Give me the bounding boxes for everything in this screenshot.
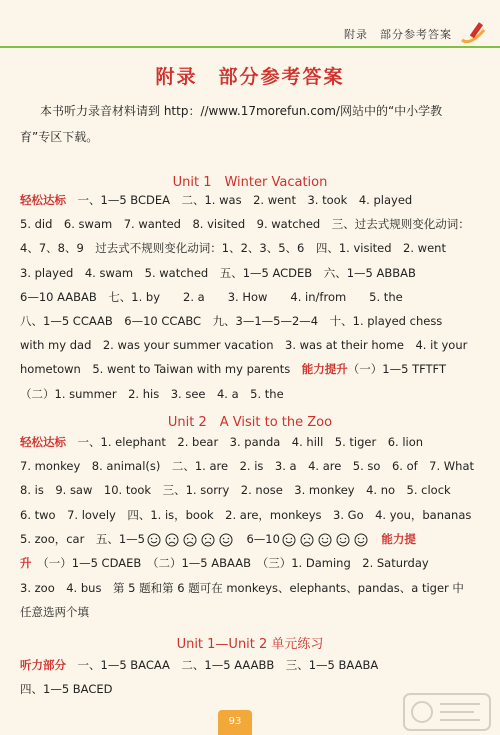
unit1-line: 八、1—5 CCAAB 6—10 CCABC 九、3—1—5—2—4 十、1. played chess (20, 314, 443, 329)
unit2-line: 7. monkey 8. animal(s) 二、1. are 2. is 3. a 4. are 5. so 6. of 7. What (20, 459, 475, 474)
smiley-face-icon (336, 533, 350, 547)
unit2-line: 一、1. elephant 2. bear 3. panda 4. hill 5. tiger 6. lion (66, 435, 424, 449)
review-line: 一、1—5 BACAA 二、1—5 AAABB 三、1—5 BAABA (66, 658, 379, 672)
unit1-line: （二）1. summer 2. his 3. see 4. a 5. the (20, 386, 284, 401)
pencil-swoosh-icon (460, 20, 488, 46)
unit2-line: （一）1—5 CDAEB （二）1—5 ABAAB （三）1. Daming 2. Saturday (43, 556, 429, 571)
unit2-line: 6—10 (246, 531, 280, 546)
smiley-face-icon (282, 533, 296, 547)
page-number: 93 (228, 716, 242, 727)
unit1-answers (20, 188, 482, 406)
unit1-title: Unit 1 Winter Vacation (172, 175, 328, 190)
unit1-line: （一）1—5 TFTFT (347, 362, 446, 377)
unit2-tag-advanced: 能力提 (381, 531, 416, 546)
page-header (0, 0, 500, 48)
header-title: 附录 部分参考答案 (344, 28, 452, 41)
faces-group-6-10 (280, 527, 370, 551)
watermark-logo-icon (402, 690, 492, 734)
unit2-title: Unit 2 A Visit to the Zoo (167, 415, 333, 430)
review-tag-listening: 听力部分 (20, 658, 66, 672)
unit1-line: 5. did 6. swam 7. wanted 8. visited 9. watched 三、过去式规则变化动词： (20, 217, 470, 232)
unit2-line: 6. two 7. lovely 四、1. is，book 2. are，monkeys 3. Go 4. you，bananas (20, 507, 472, 522)
unit2-line: 8. is 9. saw 10. took 三、1. sorry 2. nose 3. monkey 4. no 5. clock (20, 483, 451, 498)
review-title: Unit 1—Unit 2 单元练习 (176, 637, 324, 652)
unit1-line: 一、1—5 BCDEA 二、1. was 2. went 3. took 4. played (66, 193, 413, 207)
frowning-face-icon (165, 533, 179, 547)
smiley-face-icon (219, 533, 233, 547)
unit1-line: with my dad 2. was your summer vacation 3. was at their home 4. it your (20, 338, 468, 353)
intro-line-2: 育”专区下载。 (20, 130, 99, 144)
header-divider (0, 46, 500, 48)
smiley-face-icon (318, 533, 332, 547)
unit2-line: 3. zoo 4. bus 第 5 题和第 6 题可在 monkeys、elephants、pandas、a tiger 中 (20, 580, 464, 595)
intro-paragraph (20, 98, 480, 150)
faces-group-1-5 (145, 527, 235, 551)
page-title: 附录 部分参考答案 (155, 66, 345, 88)
unit1-tag-easy: 轻松达标 (20, 193, 66, 207)
unit1-tag-advanced: 能力提升 (301, 362, 348, 377)
unit1-line: hometown 5. went to Taiwan with my parents (20, 362, 302, 377)
frowning-face-icon (183, 533, 197, 547)
unit1-line: 4、7、8、9 过去式不规则变化动词：1、2、3、5、6 四、1. visited 2. went (20, 241, 446, 256)
frowning-face-icon (201, 533, 215, 547)
review-line: 四、1—5 BACED (20, 682, 113, 697)
frowning-face-icon (300, 533, 314, 547)
smiley-face-icon (147, 533, 161, 547)
unit2-tag-easy: 轻松达标 (20, 435, 66, 449)
intro-line-1: 本书听力录音材料请到 http：//www.17morefun.com/网站中的“中小学教 (40, 104, 443, 118)
unit2-line: 5. zoo，car 五、1—5 (20, 531, 145, 546)
unit2-line: 任意选两个填 (20, 604, 89, 619)
unit2-answers (20, 430, 482, 624)
smiley-face-icon (354, 533, 368, 547)
unit1-line: 3. played 4. swam 5. watched 五、1—5 ACDEB 六、1—5 ABBAB (20, 265, 416, 280)
unit2-tag-advanced-cont: 升 (20, 556, 32, 571)
unit1-line: 6—10 AABAB 七、1. by 2. a 3. How 4. in/from 5. the (20, 289, 403, 304)
